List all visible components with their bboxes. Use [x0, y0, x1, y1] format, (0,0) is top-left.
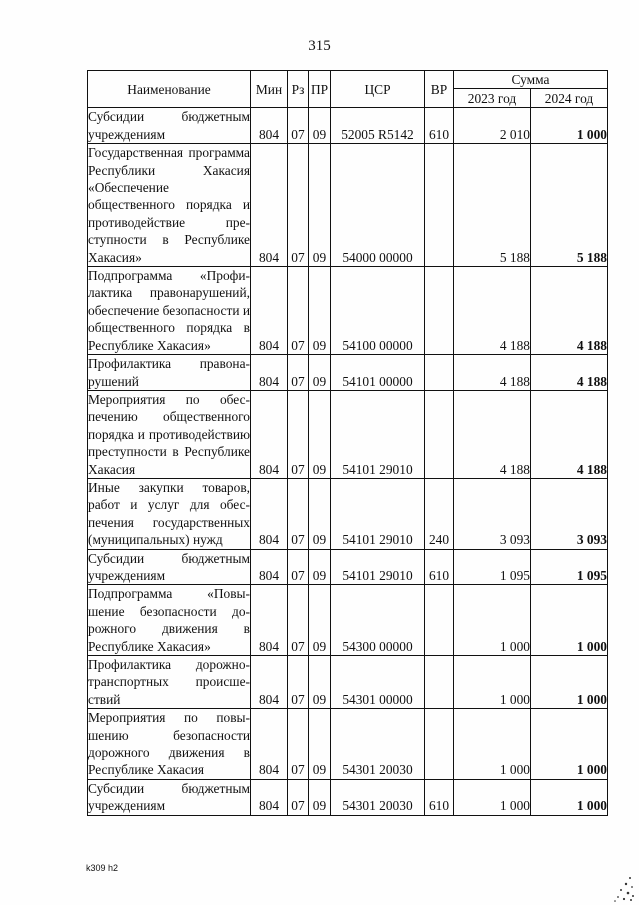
cell-csr: 54300 00000	[331, 585, 425, 656]
cell-name: Государственная программа Республики Хакасия «Обеспечение общественного порядка и противодействие преступности в Республике Хакасия»	[88, 145, 250, 265]
table-row	[88, 267, 608, 355]
cell-vr	[425, 585, 454, 656]
table-row	[88, 549, 608, 585]
cell-rz: 07	[288, 656, 309, 709]
cell-2024: 1 095	[531, 549, 608, 585]
table-row	[88, 779, 608, 815]
cell-name: Подпрограмма «Профилактика правонарушений, обеспечение безопасности и общественного порядка в Республике Хакасия»	[88, 268, 251, 353]
cell-pr: 09	[309, 355, 331, 391]
cell-2023: 1 000	[454, 709, 531, 780]
cell-vr: 240	[425, 478, 454, 549]
cell-min: 804	[251, 478, 288, 549]
table-row	[88, 709, 608, 780]
cell-csr: 54000 00000	[331, 144, 425, 267]
cell-pr: 09	[309, 108, 331, 144]
cell-vr: 610	[425, 549, 454, 585]
cell-min: 804	[251, 585, 288, 656]
cell-csr: 54101 29010	[331, 549, 425, 585]
cell-rz: 07	[288, 549, 309, 585]
cell-2024: 3 093	[531, 478, 608, 549]
cell-vr	[425, 656, 454, 709]
cell-rz: 07	[288, 709, 309, 780]
cell-2024: 5 188	[531, 144, 608, 267]
cell-vr	[425, 267, 454, 355]
cell-name: Субсидии бюджетным учреждениям	[88, 550, 250, 583]
cell-min: 804	[251, 267, 288, 355]
cell-min: 804	[251, 144, 288, 267]
cell-pr: 09	[309, 709, 331, 780]
cell-pr: 09	[309, 656, 331, 709]
cell-2023: 2 010	[454, 108, 531, 144]
budget-table	[87, 70, 608, 816]
header-name: Наименование	[88, 71, 251, 108]
cell-2023: 4 188	[454, 267, 531, 355]
cell-rz: 07	[288, 267, 309, 355]
cell-rz: 07	[288, 108, 309, 144]
cell-2023: 5 188	[454, 144, 531, 267]
cell-vr	[425, 390, 454, 478]
header-year-2023: 2023 год	[454, 89, 531, 108]
cell-csr: 54101 29010	[331, 478, 425, 549]
header-pr: ПР	[309, 71, 331, 108]
cell-2024: 4 188	[531, 267, 608, 355]
cell-pr: 09	[309, 478, 331, 549]
header-sum: Сумма	[454, 71, 608, 89]
cell-name: Мероприятия по обеспечению общественного порядка и противодействию преступности в Республике Хакасия	[88, 391, 250, 477]
cell-rz: 07	[288, 779, 309, 815]
cell-rz: 07	[288, 144, 309, 267]
table-row	[88, 656, 608, 709]
cell-pr: 09	[309, 585, 331, 656]
cell-name: Субсидии бюджетным учреждениям	[88, 780, 250, 814]
scan-noise-mark	[612, 872, 636, 902]
cell-2023: 1 000	[454, 585, 531, 656]
table-row	[88, 390, 608, 478]
cell-2024: 1 000	[531, 585, 608, 656]
header-csr: ЦСР	[331, 71, 425, 108]
table-body	[88, 108, 608, 815]
cell-csr: 54101 00000	[331, 355, 425, 391]
cell-name: Мероприятия по повышению безопасности дорожного движения в Республике Хакасия	[88, 710, 250, 778]
cell-pr: 09	[309, 549, 331, 585]
cell-2024: 1 000	[531, 779, 608, 815]
cell-min: 804	[251, 549, 288, 585]
cell-min: 804	[251, 709, 288, 780]
header-year-2024: 2024 год	[531, 89, 608, 108]
header-vr: ВР	[425, 71, 454, 108]
table-row	[88, 355, 608, 391]
table-row	[88, 108, 608, 144]
cell-2023: 1 000	[454, 779, 531, 815]
cell-min: 804	[251, 108, 288, 144]
cell-2023: 1 000	[454, 656, 531, 709]
cell-csr: 54101 29010	[331, 390, 425, 478]
cell-csr: 54100 00000	[331, 267, 425, 355]
cell-rz: 07	[288, 355, 309, 391]
cell-csr: 54301 00000	[331, 656, 425, 709]
cell-csr: 54301 20030	[331, 709, 425, 780]
cell-vr: 610	[425, 108, 454, 144]
cell-2023: 4 188	[454, 390, 531, 478]
table-row	[88, 478, 608, 549]
cell-2024: 1 000	[531, 709, 608, 780]
cell-min: 804	[251, 390, 288, 478]
page-number: 315	[308, 38, 331, 54]
cell-pr: 09	[309, 779, 331, 815]
cell-min: 804	[251, 355, 288, 391]
cell-rz: 07	[288, 585, 309, 656]
cell-2023: 3 093	[454, 478, 531, 549]
cell-vr	[425, 355, 454, 391]
cell-2024: 4 188	[531, 390, 608, 478]
cell-2023: 1 095	[454, 549, 531, 585]
table-row	[88, 144, 608, 267]
cell-vr: 610	[425, 779, 454, 815]
cell-rz: 07	[288, 478, 309, 549]
cell-name: Субсидии бюджетным учреждениям	[88, 109, 250, 142]
header-min: Мин	[251, 71, 288, 108]
cell-pr: 09	[309, 267, 331, 355]
cell-2023: 4 188	[454, 355, 531, 391]
cell-pr: 09	[309, 390, 331, 478]
cell-min: 804	[251, 656, 288, 709]
footer-code: k309 h2	[86, 863, 119, 873]
cell-name: Подпрограмма «Повышение безопасности дорожного движения в Республике Хакасия»	[88, 586, 250, 654]
cell-pr: 09	[309, 144, 331, 267]
cell-vr	[425, 709, 454, 780]
cell-name: Профилактика правонарушений	[88, 356, 250, 389]
header-rz: Рз	[288, 71, 309, 108]
table-row	[88, 585, 608, 656]
cell-csr: 52005 R5142	[331, 108, 425, 144]
cell-min: 804	[251, 779, 288, 815]
cell-csr: 54301 20030	[331, 779, 425, 815]
cell-2024: 1 000	[531, 108, 608, 144]
cell-2024: 4 188	[531, 355, 608, 391]
cell-name: Иные закупки товаров, работ и услуг для обеспечения государственных (муниципальных) нужд	[88, 479, 250, 548]
cell-2024: 1 000	[531, 656, 608, 709]
cell-vr	[425, 144, 454, 267]
cell-name: Профилактика дорожно-транспортных происшествий	[88, 657, 250, 707]
cell-rz: 07	[288, 390, 309, 478]
